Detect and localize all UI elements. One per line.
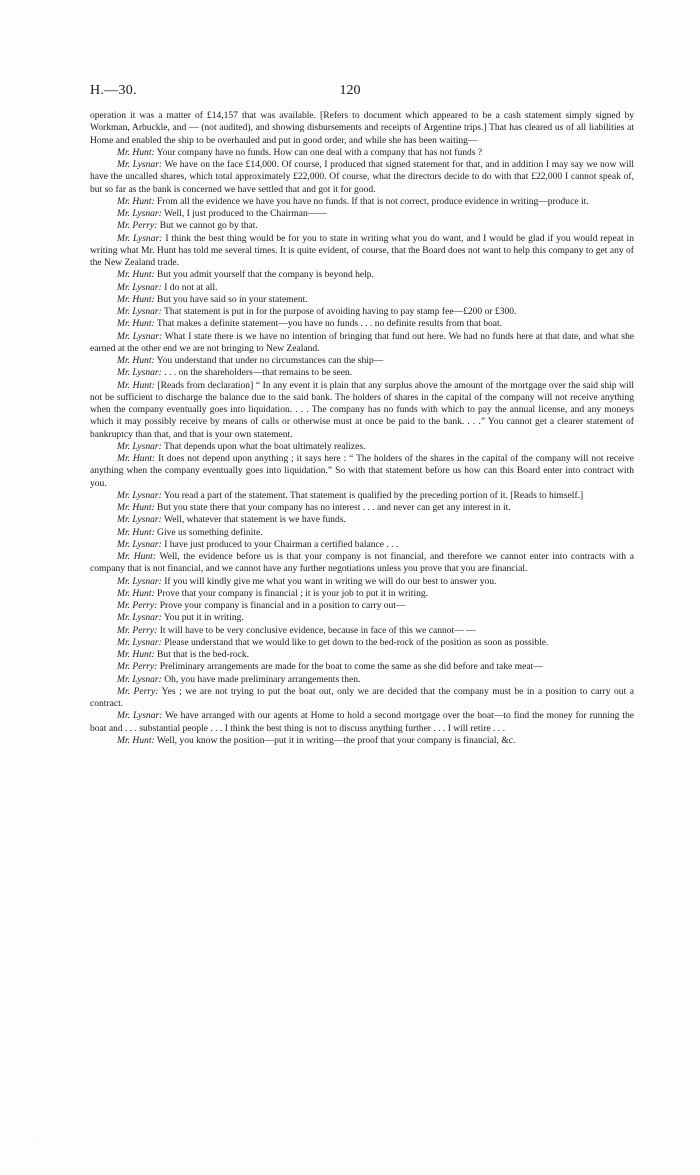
transcript-paragraph — [90, 674, 634, 686]
speaker-name: Mr. Lysnar: — [117, 159, 163, 170]
speaker-name: Mr. Lysnar: — [117, 232, 163, 244]
transcript-paragraph — [90, 551, 634, 576]
speaker-name: Mr. Perry: — [117, 624, 158, 636]
page-number: 120 — [339, 83, 361, 98]
transcript-paragraph — [90, 318, 634, 330]
paragraph-text: You understand that under no circumstances can the ship— — [156, 355, 384, 366]
speaker-name: Mr. Perry: — [117, 220, 158, 232]
speaker-name: Mr. Hunt: — [117, 526, 155, 538]
paragraph-text: It will have to be very conclusive evidence, because in face of this we cannot— — — [159, 624, 476, 636]
transcript-paragraph — [90, 147, 634, 159]
paragraph-text: Your company have no funds. How can one deal with a company that has not funds ? — [156, 146, 483, 158]
paragraph-text: Prove that your company is financial ; it is your job to put it in writing. — [157, 587, 429, 599]
transcript-paragraph — [90, 686, 634, 711]
transcript-paragraph — [90, 514, 634, 526]
speaker-name: Mr. Hunt: — [117, 269, 155, 281]
transcript-paragraph — [90, 539, 634, 551]
speaker-name: Mr. Lysnar: — [117, 514, 162, 526]
transcript-paragraph — [90, 661, 634, 673]
transcript-paragraph — [90, 710, 634, 735]
transcript-paragraph — [90, 441, 634, 453]
speaker-name: Mr. Lysnar: — [117, 440, 162, 452]
transcript-paragraph — [90, 502, 634, 514]
paragraph-text: What I state there is we have no intention of bringing that fund out here. We had no funds here at that date, and what she earned at the other end we are not bringing to New Zealand. — [90, 330, 634, 354]
paragraph-text: That statement is put in for the purpose of avoiding having to pay stamp fee—£200 or £300. — [164, 306, 517, 317]
paragraph-text: That depends upon what the boat ultimately realizes. — [164, 440, 366, 452]
paragraph-text: You put it in writing. — [163, 612, 244, 624]
transcript-paragraph — [90, 331, 634, 356]
speaker-name: Mr. Hunt: — [117, 195, 155, 207]
paragraph-text: We have on the face £14,000. Of course, I produced that signed statement for that, and in addition I may say we now will have the uncalled shares, which total approximately £22,000. Of course, what the directors decide to do with that £22,000 I cannot speak of, but so far as the bank is concerned we have settled that and got it for good. — [90, 159, 634, 195]
transcript-paragraph — [90, 612, 634, 624]
speaker-name: Mr. Hunt: — [117, 587, 155, 599]
paragraph-text: We have arranged with our agents at Home to hold a second mortgage over the boat—to find the money for running the boat and . . . substantial people . . . I think the best thing is not to discuss anything further . . . I will retire . . . — [90, 710, 634, 734]
transcript-paragraph — [90, 637, 634, 649]
speaker-name: Mr. Hunt: — [117, 551, 156, 562]
speaker-name: Mr. Hunt: — [117, 379, 155, 391]
speaker-name: Mr. Perry: — [117, 685, 159, 697]
transcript-paragraph — [90, 527, 634, 539]
speaker-name: Mr. Perry: — [117, 661, 158, 673]
paragraph-text: I have just produced to your Chairman a certified balance . . . — [164, 538, 399, 550]
speaker-name: Mr. Lysnar: — [117, 673, 162, 685]
speaker-name: Mr. Lysnar: — [117, 575, 162, 587]
transcript-paragraph — [90, 306, 634, 318]
paragraph-text: But that is the bed-rock. — [157, 649, 250, 660]
speaker-name: Mr. Lysnar: — [117, 538, 162, 550]
speaker-name: Mr. Hunt: — [117, 146, 155, 158]
speaker-name: Mr. Hunt: — [117, 355, 155, 366]
transcript-paragraph — [90, 282, 634, 294]
transcript-paragraph — [90, 576, 634, 588]
transcript-paragraph — [90, 588, 634, 600]
transcript-paragraph — [90, 269, 634, 281]
document-reference: H.—30. — [90, 83, 137, 98]
paragraph-text: It does not depend upon anything ; it says here : “ The holders of the shares in the capital of the company will not receive anything when the company eventually goes into liquidation.” So with that statement before us how can this Board enter into contract with you. — [90, 453, 635, 489]
speaker-name: Mr. Lysnar: — [117, 306, 162, 317]
paragraph-text: Give us something definite. — [157, 526, 263, 538]
paragraph-text: I do not at all. — [164, 281, 218, 293]
paragraph-text: Well, you know the position—put it in writing—the proof that your company is financial, &c. — [156, 734, 516, 746]
transcript-paragraph — [90, 233, 634, 270]
transcript-paragraph — [90, 367, 634, 379]
transcript-paragraph — [90, 453, 634, 490]
speaker-name: Mr. Lysnar: — [117, 489, 162, 501]
paragraph-text: [Reads from declaration] “ In any event it is plain that any surplus above the amount of the mortgage over the said ship will not be sufficient to discharge the balance due to the said bank. The holders of shares in the capital of the company will not receive anything when the company eventually goes into liquidation. . . . The company has no funds with which to pay the annual license, and any moneys which it may possibly receive by means of calls or otherwise must at once be paid to the bank. . . .” You cannot get a clearer statement of bankruptcy than that, and that is your own statement. — [90, 379, 634, 440]
speaker-name: Mr. Lysnar: — [117, 281, 162, 293]
transcript-paragraph — [90, 600, 634, 612]
paragraph-text: Oh, you have made preliminary arrangements then. — [164, 673, 361, 685]
transcript-body — [90, 110, 634, 747]
paragraph-text: If you will kindly give me what you want in writing we will do our best to answer you. — [164, 575, 497, 587]
speaker-name: Mr. Hunt: — [117, 649, 155, 660]
paragraph-text: From all the evidence we have you have no funds. If that is not correct, produce evidence in writing—produce it. — [157, 195, 589, 207]
paragraph-text: Yes ; we are not trying to put the boat out, only we are decided that the company must be in a position to carry out a contract. — [90, 685, 634, 709]
paragraph-text: . . . on the shareholders—that remains to be seen. — [164, 367, 353, 379]
paragraph-text: Well, I just produced to the Chairman—— — [164, 208, 327, 219]
transcript-paragraph — [90, 294, 634, 306]
speaker-name: Mr. Lysnar: — [117, 330, 163, 342]
speaker-name: Mr. Lysnar: — [117, 367, 162, 379]
transcript-paragraph — [90, 208, 634, 220]
speaker-name: Mr. Lysnar: — [117, 612, 162, 624]
paragraph-text: Please understand that we would like to get down to the bed-rock of the position as soon as possible. — [164, 636, 549, 648]
transcript-paragraph — [90, 110, 634, 147]
speaker-name: Mr. Hunt: — [117, 318, 155, 330]
margin-mark: · — [33, 1135, 36, 1144]
transcript-paragraph — [90, 490, 634, 502]
speaker-name: Mr. Hunt: — [117, 502, 155, 513]
transcript-paragraph — [90, 380, 634, 441]
transcript-paragraph — [90, 735, 634, 747]
paragraph-text: Prove your company is financial and in a position to carry out— — [159, 600, 406, 611]
transcript-paragraph — [90, 159, 634, 196]
speaker-name: Mr. Hunt: — [117, 453, 156, 464]
transcript-paragraph — [90, 220, 634, 232]
speaker-name: Mr. Lysnar: — [117, 208, 162, 219]
paragraph-text: But you have said so in your statement. — [157, 293, 308, 305]
speaker-name: Mr. Lysnar: — [117, 710, 163, 722]
transcript-paragraph — [90, 196, 634, 208]
paragraph-text: operation it was a matter of £14,157 that was available. [Refers to document which appeared to be a cash statement simply signed by Workman, Arbuckle, and — (not audited), and showing disbursements and receipts of Argentine trips.] That has cleared us of all liabilities at Home and enabled the ship to be overhauled and put in good order, and while she has been waiting— — [90, 110, 634, 146]
paragraph-text: But you state there that your company has no interest . . . and never can get any interest in it. — [157, 502, 511, 513]
transcript-paragraph — [90, 649, 634, 661]
paragraph-text: But you admit yourself that the company is beyond help. — [157, 269, 374, 281]
speaker-name: Mr. Hunt: — [117, 293, 155, 305]
transcript-paragraph — [90, 355, 634, 367]
paragraph-text: You read a part of the statement. That statement is qualified by the preceding portion of it. [Reads to himself.] — [163, 489, 584, 501]
speaker-name: Mr. Hunt: — [117, 734, 155, 746]
speaker-name: Mr. Perry: — [117, 600, 158, 611]
paragraph-text: Preliminary arrangements are made for the boat to come the same as she did before and take meat— — [159, 661, 543, 673]
transcript-paragraph — [90, 625, 634, 637]
paragraph-text: Well, the evidence before us is that your company is not financial, and therefore we cannot enter into contracts with a company that is not financial, and we cannot have any further negotiations unless you prove that you are financial. — [90, 551, 634, 575]
paragraph-text: But we cannot go by that. — [159, 220, 258, 232]
paragraph-text: I think the best thing would be for you to state in writing what you do want, and I would be glad if you would repeat in writing what Mr. Hunt has told me several times. It is quite evident, of course, that the Board does not want to help this company to get any of the New Zealand trade. — [90, 232, 634, 268]
paragraph-text: Well, whatever that statement is we have funds. — [164, 514, 346, 526]
paragraph-text: That makes a definite statement—you have no funds . . . no definite results from that boat. — [156, 318, 503, 330]
speaker-name: Mr. Lysnar: — [117, 636, 162, 648]
